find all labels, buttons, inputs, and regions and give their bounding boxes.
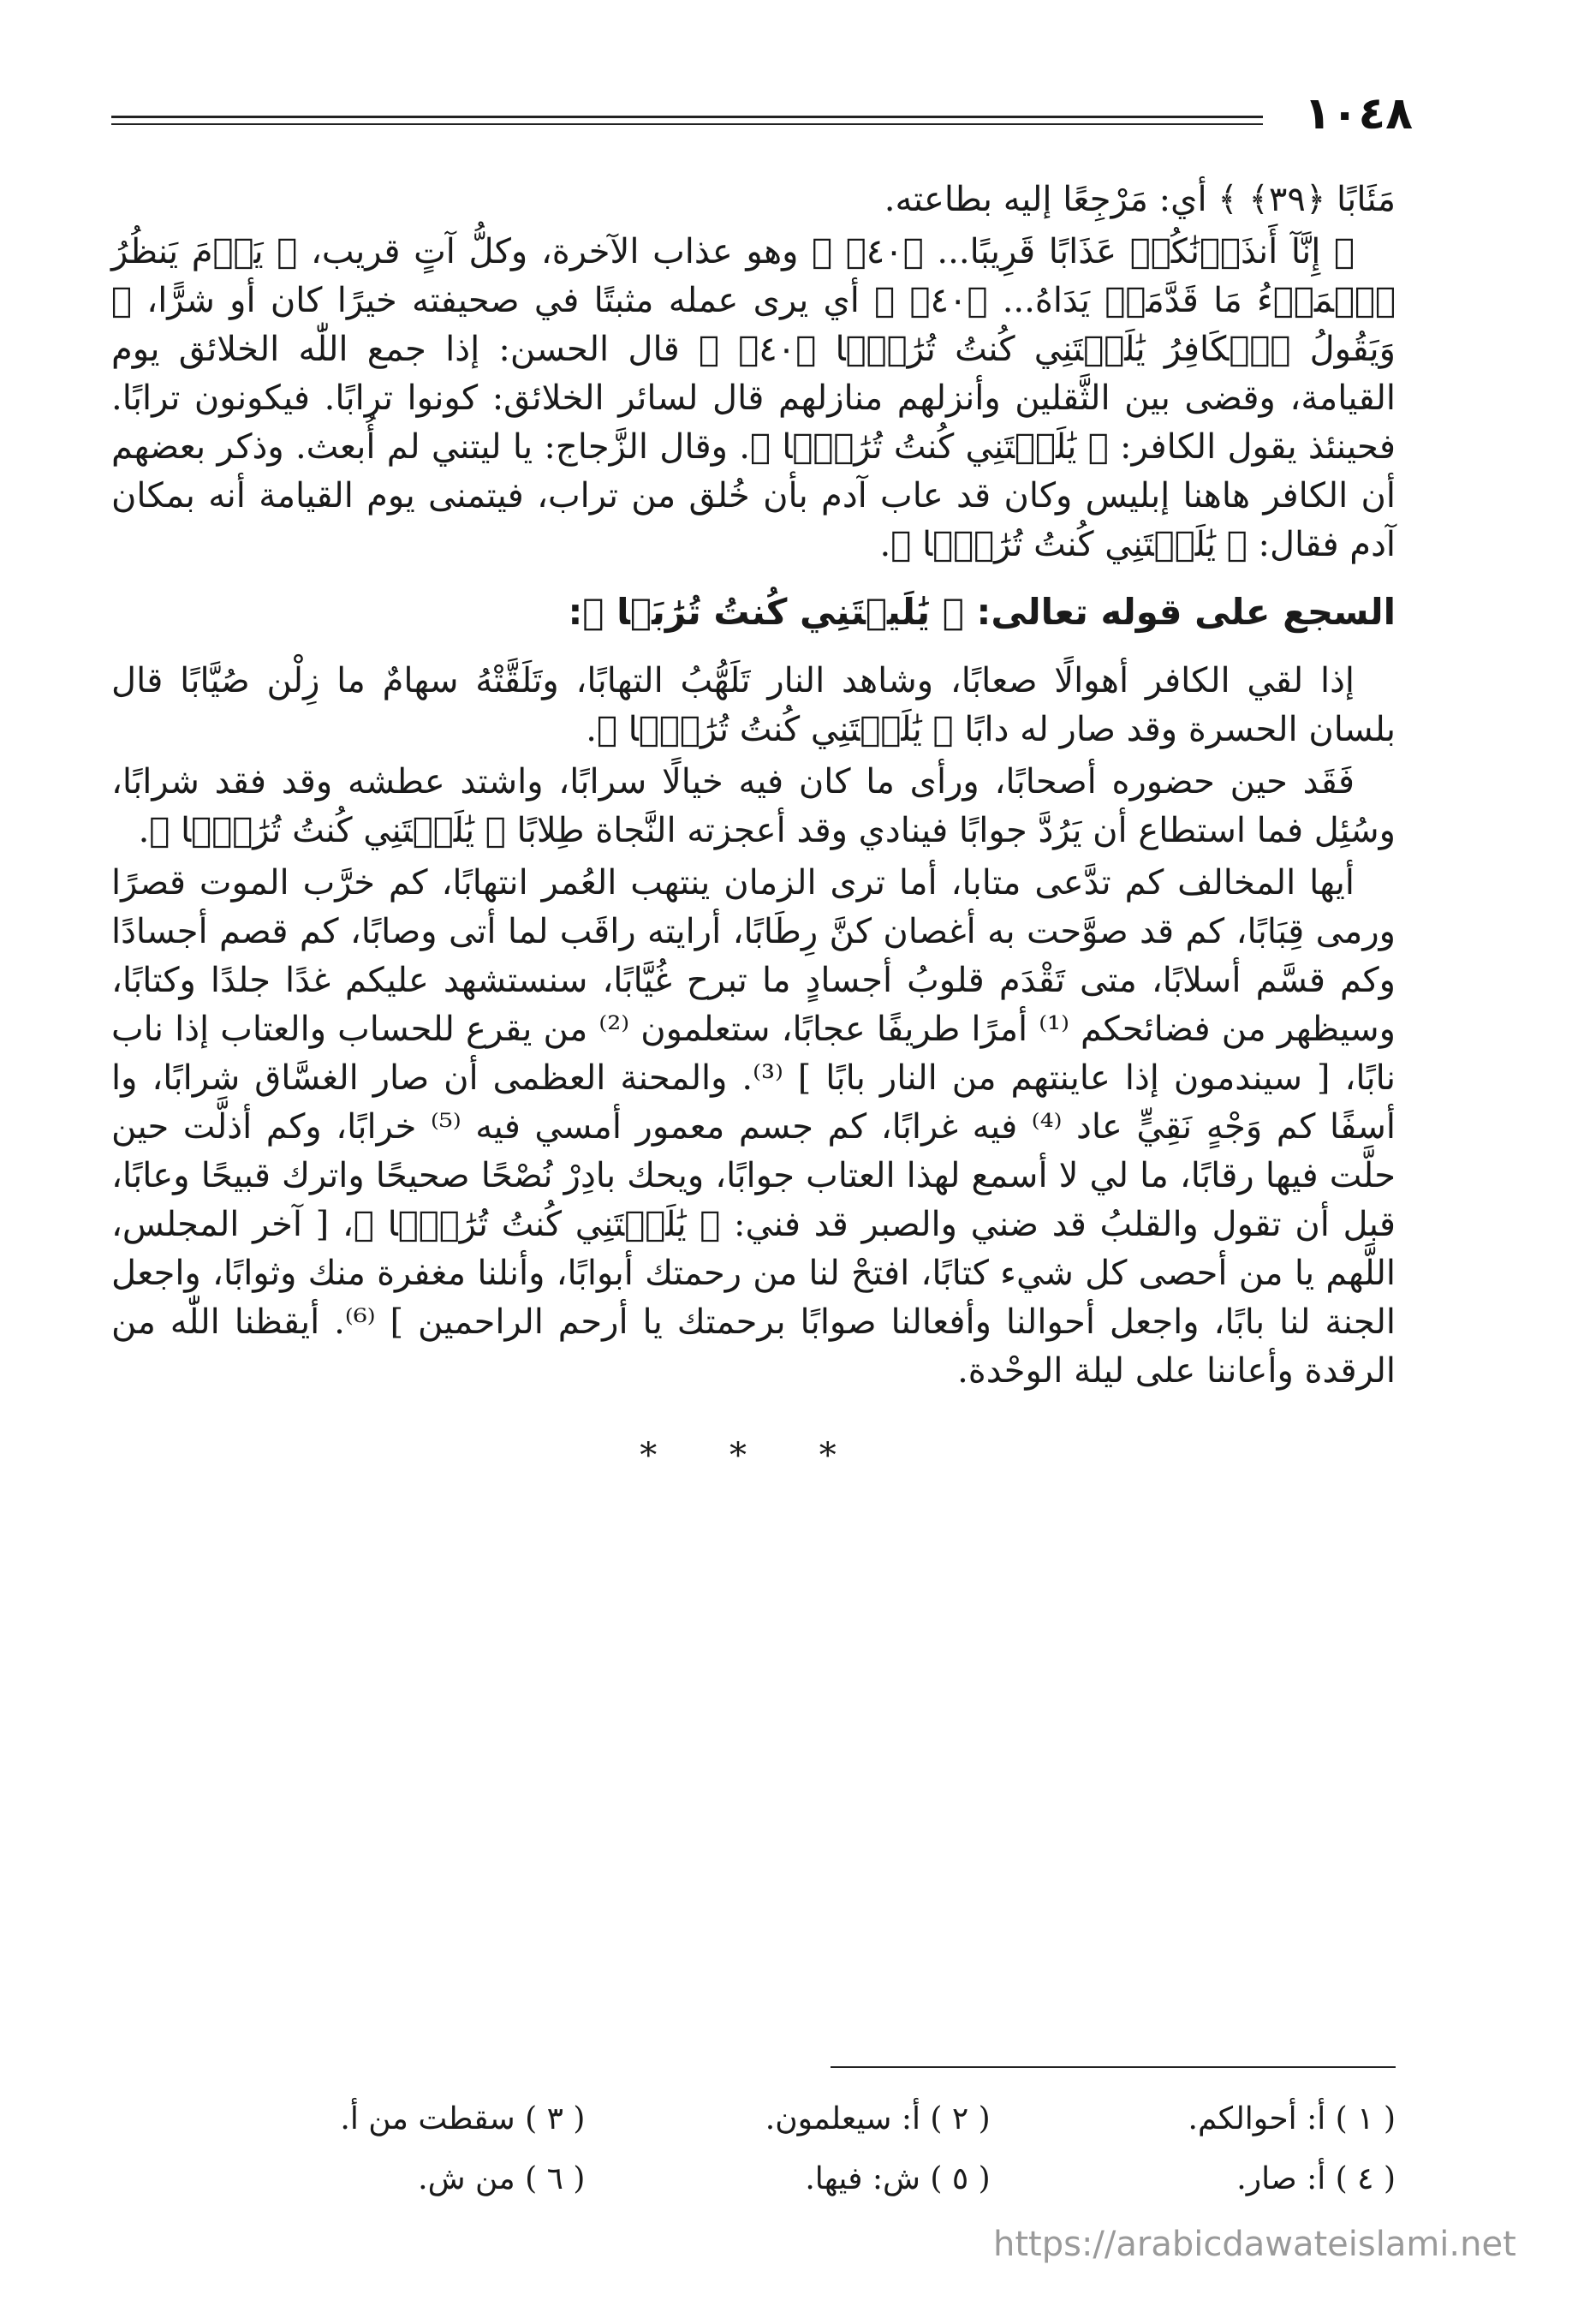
footnote-3: ( ٣ ) سقطت من أ.: [340, 2101, 586, 2136]
header-rule: [111, 116, 1263, 118]
header-rule-thin: [111, 123, 1263, 125]
main-text: [111, 176, 1396, 1481]
section-heading: السجع على قوله تعالى: ﴿ يَٰلَيۡتَنِي كُنتُ تُرَٰبَۢا ﴾:: [568, 591, 1396, 633]
section-divider-stars: * * *: [640, 1436, 867, 1475]
footnote-4: ( ٤ ) أ: صار.: [1236, 2161, 1396, 2196]
footnote-row: [180, 2149, 1396, 2209]
footnote-6: ( ٦ ) من ش.: [418, 2161, 586, 2196]
footnote-5: ( ٥ ) ش: فيها.: [805, 2161, 991, 2196]
page-header: [111, 88, 1413, 141]
paragraph-1: مَئَابًا ﴿٣٩﴾ ﴾ أي: مَرْجِعًا إليه بطاعته.: [884, 180, 1396, 219]
footnote-rule: [831, 2066, 1396, 2068]
paragraph-2: ﴿ إِنَّآ أَنذَرۡنَٰكُمۡ عَذَابًا قَرِيبًا... ﴿٤٠﴾ ﴾ وهو عذاب الآخرة، وكلُّ آتٍ قريب، ﴿ يَوۡمَ يَنظُرُ ٱلۡمَرۡءُ مَا قَدَّمَتۡ يَدَاهُ... ﴿٤٠﴾ ﴾ أي يرى عمله مثبتًا في صحيفته خيرًا كان أو شرًّا، ﴿ وَيَقُولُ ٱلۡكَافِرُ يَٰلَيۡتَنِي كُنتُ تُرَٰبَۢا ﴿٤٠﴾ ﴾ قال الحسن: إذا جمع اللّٰه الخلائق يوم القيامة، وقضى بين الثَّقلين وأنزلهم منازلهم قال لسائر الخلائق: كونوا ترابًا. فيكونون ترابًا. فحينئذ يقول الكافر: ﴿ يَٰلَيۡتَنِي كُنتُ تُرَٰبَۢا ﴾. وقال الزَّجاج: يا ليتني لم أُبعث. وذكر بعضهم أن الكافر هاهنا إبليس وكان قد عاب آدم بأن خُلق من تراب، فيتمنى يوم القيامة أنه بمكان آدم فقال: ﴿ يَٰلَيۡتَنِي كُنتُ تُرَٰبَۢا ﴾.: [111, 232, 1396, 564]
footnote-1: ( ١ ) أ: أحوالكم.: [1188, 2101, 1396, 2136]
footnote-row: [180, 2089, 1396, 2149]
page-number: ١٠٤٨: [1304, 88, 1413, 140]
footnote-2: ( ٢ ) أ: سيعلمون.: [765, 2101, 991, 2136]
paragraph-3: إذا لقي الكافر أهوالًا صعابًا، وشاهد النار تَلَهُّبُ التهابًا، وتَلَقَّتْهُ سهامٌ ما زِلْن صُيَّابًا قال بلسان الحسرة وقد صار له دابًا ﴿ يَٰلَيۡتَنِي كُنتُ تُرَٰبَۢا ﴾.: [111, 661, 1396, 749]
paragraph-5: أيها المخالف كم تدَّعى متابا، أما ترى الزمان ينتهب العُمر انتهابًا، كم خرَّب الموت قصرًا ورمى قِبَابًا، كم قد صوَّحت به أغصان كنَّ رِطَابًا، أرايته راقَب لما أتى وصابًا، كم قصم أجسادًا وكم قسَّم أسلابًا، متى تَقْدَم قلوبُ أجسادٍ ما تبرح غُيَّابًا، سنستشهد عليكم غدًا جلدًا وكتابًا، وسيظهر من فضائحكم ⁽¹⁾ أمرًا طريفًا عجابًا، ستعلمون ⁽²⁾ من يقرع للحساب والعتاب إذا ناب نابًا، [ سيندمون إذا عاينتهم من النار بابًا ] ⁽³⁾. والمحنة العظمى أن صار الغسَّاق شرابًا، وا أسفًا كم وَجْهٍ نَقِيٍّ عاد ⁽⁴⁾ فيه غرابًا، كم جسم معمور أمسي فيه ⁽⁵⁾ خرابًا، وكم أذلَّت حين حلَّت فيها رقابًا، ما لي لا أسمع لهذا العتاب جوابًا، ويحك بادِرْ نُصْحًا صحيحًا واترك قبيحًا وعابًا، قبل أن تقول والقلبُ قد ضني والصبر قد فني: ﴿ يَٰلَيۡتَنِي كُنتُ تُرَٰبَۢا ﴾، [ آخر المجلس، اللَّهم يا من أحصى كل شيء كتابًا، افتحْ لنا من رحمتك أبوابًا، وأنلنا مغفرة منك وثوابًا، واجعل الجنة لنا بابًا، واجعل أحوالنا وأفعالنا صوابًا برحمتك يا أرحم الراحمين ] ⁽⁶⁾. أيقظنا اللّٰه من الرقدة وأعاننا على ليلة الوحْدة.: [111, 863, 1396, 1391]
footnotes: [180, 2089, 1396, 2209]
watermark-url: https://arabicdawateislami.net: [993, 2225, 1516, 2264]
paragraph-4: فَقَد حين حضوره أصحابًا، ورأى ما كان فيه خيالًا سرابًا، واشتد عطشه وقد فقد شرابًا، وسُئِل فما استطاع أن يَرُدَّ جوابًا فينادي وقد أعجزته النَّجاة طِلابًا ﴿ يَٰلَيۡتَنِي كُنتُ تُرَٰبَۢا ﴾.: [111, 762, 1396, 850]
